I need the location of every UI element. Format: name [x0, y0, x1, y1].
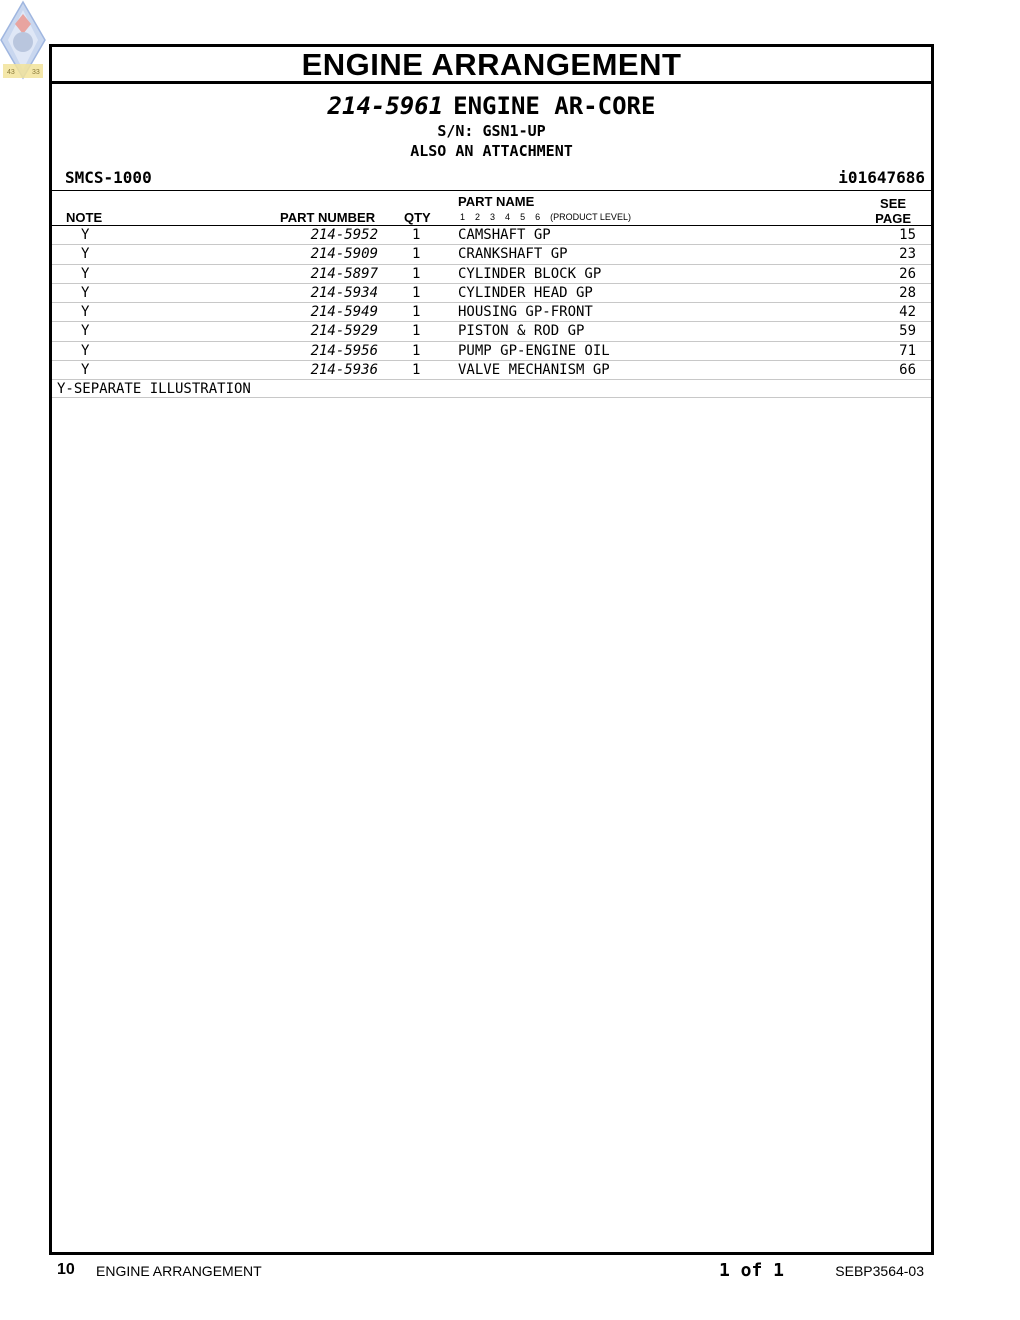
footnote: Y-SEPARATE ILLUSTRATION	[52, 380, 931, 398]
row-qty: 1	[412, 265, 421, 282]
row-see-page: 66	[899, 362, 916, 379]
table-row	[52, 361, 931, 380]
row-qty: 1	[412, 284, 421, 301]
row-part-number: 214-5897	[310, 265, 378, 282]
page-title: ENGINE ARRANGEMENT	[52, 47, 931, 84]
row-part-name: VALVE MECHANISM GP	[458, 362, 610, 379]
smcs-code: SMCS-1000	[65, 168, 152, 187]
parts-table-body	[52, 226, 931, 398]
row-part-number: 214-5909	[310, 246, 378, 263]
level-4: 4	[505, 212, 511, 222]
level-5: 5	[520, 212, 526, 222]
row-note: Y	[81, 227, 90, 243]
illustration-id: i01647686	[838, 168, 925, 187]
row-see-page: 59	[899, 323, 916, 340]
row-part-name: CYLINDER BLOCK GP	[458, 265, 602, 282]
row-note: Y	[81, 284, 90, 301]
assembly-name: ENGINE AR-CORE	[453, 92, 656, 120]
assembly-title	[52, 92, 931, 120]
logo-number-left: 43	[7, 69, 15, 76]
row-qty: 1	[412, 362, 421, 379]
diamond-emblem-icon	[0, 0, 46, 80]
row-qty: 1	[412, 323, 421, 340]
row-part-name: CRANKSHAFT GP	[458, 246, 568, 263]
column-part-name: PART NAME	[458, 194, 535, 209]
row-note: Y	[81, 304, 90, 321]
assembly-header	[52, 84, 931, 191]
row-part-number: 214-5952	[310, 227, 378, 243]
row-note: Y	[81, 265, 90, 282]
assembly-part-number: 214-5961	[327, 92, 444, 120]
table-row	[52, 226, 931, 245]
table-row	[52, 265, 931, 284]
row-qty: 1	[412, 227, 421, 243]
column-qty: QTY	[404, 210, 431, 225]
attachment-note: ALSO AN ATTACHMENT	[410, 142, 573, 160]
column-page: PAGE	[875, 211, 911, 226]
row-part-number: 214-5949	[310, 304, 378, 321]
row-part-number: 214-5934	[310, 284, 378, 301]
column-note: NOTE	[66, 210, 103, 225]
row-qty: 1	[412, 342, 421, 359]
page-of-count: 1 of 1	[719, 1260, 785, 1281]
column-see-page	[875, 196, 911, 226]
level-2: 2	[475, 212, 481, 222]
level-6: 6	[535, 212, 541, 222]
row-part-name: CAMSHAFT GP	[458, 227, 551, 243]
row-note: Y	[81, 323, 90, 340]
level-1: 1	[460, 212, 466, 222]
row-qty: 1	[412, 246, 421, 263]
footer-section-title: ENGINE ARRANGEMENT	[96, 1263, 262, 1279]
serial-number: S/N: GSN1-UP	[437, 122, 546, 140]
table-row	[52, 342, 931, 361]
column-see: SEE	[880, 196, 907, 211]
row-see-page: 15	[899, 227, 916, 243]
row-see-page: 23	[899, 246, 916, 263]
column-product-levels	[460, 212, 641, 222]
row-part-number: 214-5956	[310, 342, 378, 359]
row-note: Y	[81, 246, 90, 263]
logo-number-right: 33	[32, 69, 40, 76]
parts-list-frame	[49, 44, 934, 1255]
row-part-number: 214-5936	[310, 362, 378, 379]
document-id: SEBP3564-03	[835, 1263, 924, 1279]
page-number: 10	[57, 1261, 75, 1278]
page-footer	[0, 1260, 1020, 1284]
row-part-name: PUMP GP-ENGINE OIL	[458, 342, 610, 359]
product-level-label: (PRODUCT LEVEL)	[550, 212, 631, 222]
row-see-page: 42	[899, 304, 916, 321]
table-row	[52, 303, 931, 322]
row-see-page: 26	[899, 265, 916, 282]
column-header	[52, 191, 931, 226]
table-row	[52, 284, 931, 303]
level-3: 3	[490, 212, 496, 222]
table-row	[52, 245, 931, 264]
row-part-number: 214-5929	[310, 323, 378, 340]
table-row	[52, 322, 931, 341]
row-note: Y	[81, 362, 90, 379]
row-part-name: HOUSING GP-FRONT	[458, 304, 593, 321]
row-note: Y	[81, 342, 90, 359]
row-part-name: PISTON & ROD GP	[458, 323, 585, 340]
row-see-page: 28	[899, 284, 916, 301]
row-part-name: CYLINDER HEAD GP	[458, 284, 593, 301]
row-qty: 1	[412, 304, 421, 321]
row-see-page: 71	[899, 342, 916, 359]
column-part-number: PART NUMBER	[280, 210, 376, 225]
